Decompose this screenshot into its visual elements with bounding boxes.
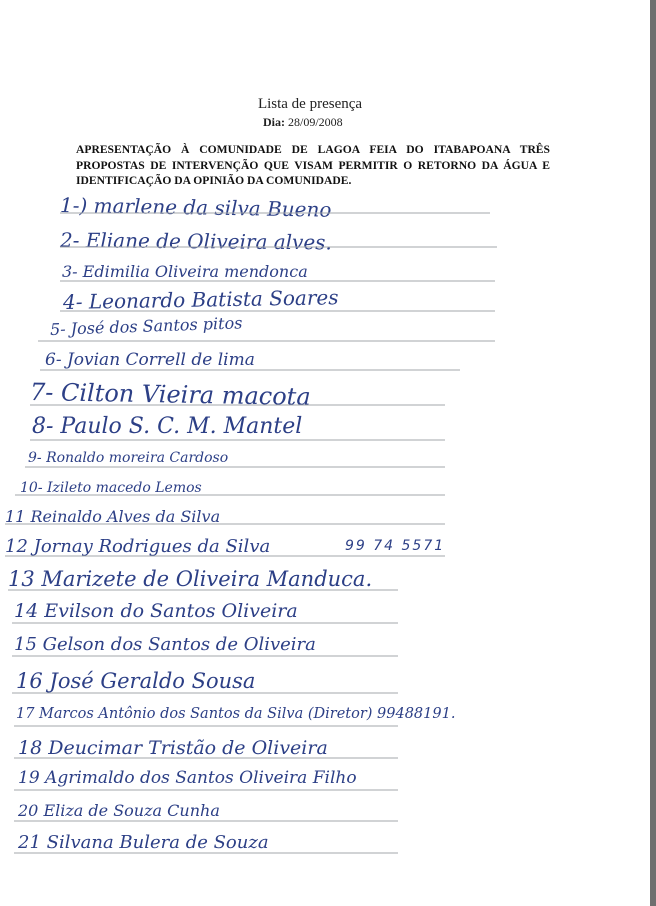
signature-text: 5- José dos Santos pitos [49,313,243,339]
signature-row [50,313,243,339]
signature-text: 2- Eliane de Oliveira alves. [59,228,332,255]
signature-text: 15 Gelson dos Santos de Oliveira [14,634,316,655]
signature-row [16,706,455,722]
signature-text: 4- Leonardo Batista Soares [62,285,339,314]
signature-text: 11 Reinaldo Alves da Silva [5,507,221,526]
signature-row [14,634,316,655]
signature-row [63,285,339,314]
page-title: Lista de presença [257,96,363,112]
signature-row [32,414,302,439]
signature-row [8,567,372,591]
signature-text: 14 Evilson do Santos Oliveira [14,600,298,622]
signature-text: 20 Eliza de Souza Cunha [18,801,220,820]
signature-text: 19 Agrimaldo dos Santos Oliveira Filho [18,768,357,788]
date-label: Dia [263,115,281,129]
signature-row [5,507,220,526]
signature-text: 9- Ronaldo moreira Cardoso [28,450,229,466]
signature-text: 1-) marlene da silva Bueno [59,193,332,222]
signature-row [18,737,328,759]
signature-row [28,450,228,466]
signature-row [14,600,298,622]
signature-row [16,669,255,693]
signature-text: 7- Cilton Vieira macota [29,378,311,411]
signature-text: 16 José Geraldo Sousa [16,669,256,693]
signature-text: 3- Edimilia Oliveira mendonca [62,262,308,281]
document-heading: APRESENTAÇÃO À COMUNIDADE DE LAGOA FEIA DO ITABAPOANA TRÊS PROPOSTAS DE INTERVENÇÃO QUE VISAM PERMITIR O RETORNO DA ÁGUA E IDENTIFICAÇÃO DA OPINIÃO DA COMUNIDADE. [76,143,550,187]
signature-row [18,801,220,820]
signature-row [30,378,311,411]
date-value: 28/09/2008 [288,115,343,129]
signature-row [20,480,202,496]
signature-text: 12 Jornay Rodrigues da Silva [5,536,271,557]
signature-text: 6- Jovian Correll de lima [45,350,255,370]
signature-row [5,536,270,557]
signature-row [60,228,332,254]
signature-text: 8- Paulo S. C. M. Mantel [32,414,303,439]
signature-text: 21 Silvana Bulera de Souza [18,832,269,853]
signature-row [60,193,332,222]
signature-row [45,350,255,370]
page-edge [650,0,656,906]
signature-row [62,262,308,281]
signature-text: 13 Marizete de Oliveira Manduca. [8,567,373,591]
phone-number: 99 74 5571 [345,538,446,554]
signature-row [18,768,357,788]
signature-row [18,832,269,853]
signature-text: 18 Deucimar Tristão de Oliveira [18,737,328,759]
signature-text: 10- Izileto macedo Lemos [20,480,202,496]
signature-text: 17 Marcos Antônio dos Santos da Silva (Diretor) 99488191. [16,706,456,722]
date-line: Dia: 28/09/2008 [263,115,343,129]
